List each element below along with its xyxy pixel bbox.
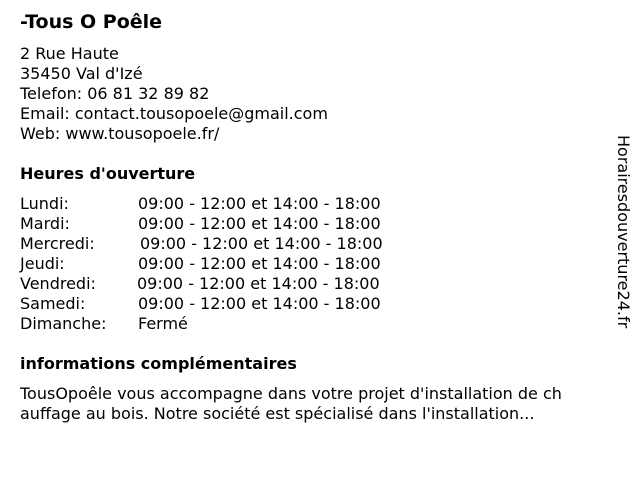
phone-number: Telefon: 06 81 32 89 82	[20, 84, 210, 103]
contact-block	[20, 44, 328, 144]
info-line: auffage au bois. Notre société est spécialisé dans l'installation...	[20, 404, 535, 423]
site-brand-vertical: Horairesdouverture24.fr	[614, 135, 633, 329]
business-name: -Tous O Poêle	[20, 11, 163, 33]
additional-info-heading: informations complémentaires	[20, 354, 297, 373]
day-times: 09:00 - 12:00 et 14:00 - 18:00	[138, 194, 381, 213]
address-city: 35450 Val d'Izé	[20, 64, 143, 83]
day-label: Jeudi:	[20, 254, 65, 273]
day-label: Dimanche:	[20, 314, 107, 333]
day-times: 09:00 - 12:00 et 14:00 - 18:00	[137, 274, 380, 293]
info-line: TousOpoêle vous accompagne dans votre projet d'installation de ch	[20, 384, 562, 403]
additional-info-text	[20, 384, 620, 424]
day-label: Mardi:	[20, 214, 70, 233]
day-label: Lundi:	[20, 194, 69, 213]
day-label: Vendredi:	[20, 274, 96, 293]
website: Web: www.tousopoele.fr/	[20, 124, 220, 143]
day-times: 09:00 - 12:00 et 14:00 - 18:00	[138, 254, 381, 273]
day-times: 09:00 - 12:00 et 14:00 - 18:00	[138, 294, 381, 313]
address-street: 2 Rue Haute	[20, 44, 119, 63]
day-label: Mercredi:	[20, 234, 95, 253]
opening-hours-heading: Heures d'ouverture	[20, 164, 196, 183]
day-times: 09:00 - 12:00 et 14:00 - 18:00	[140, 234, 383, 253]
day-times: Fermé	[138, 314, 188, 333]
day-times: 09:00 - 12:00 et 14:00 - 18:00	[138, 214, 381, 233]
email-address: Email: contact.tousopoele@gmail.com	[20, 104, 328, 123]
day-label: Samedi:	[20, 294, 86, 313]
